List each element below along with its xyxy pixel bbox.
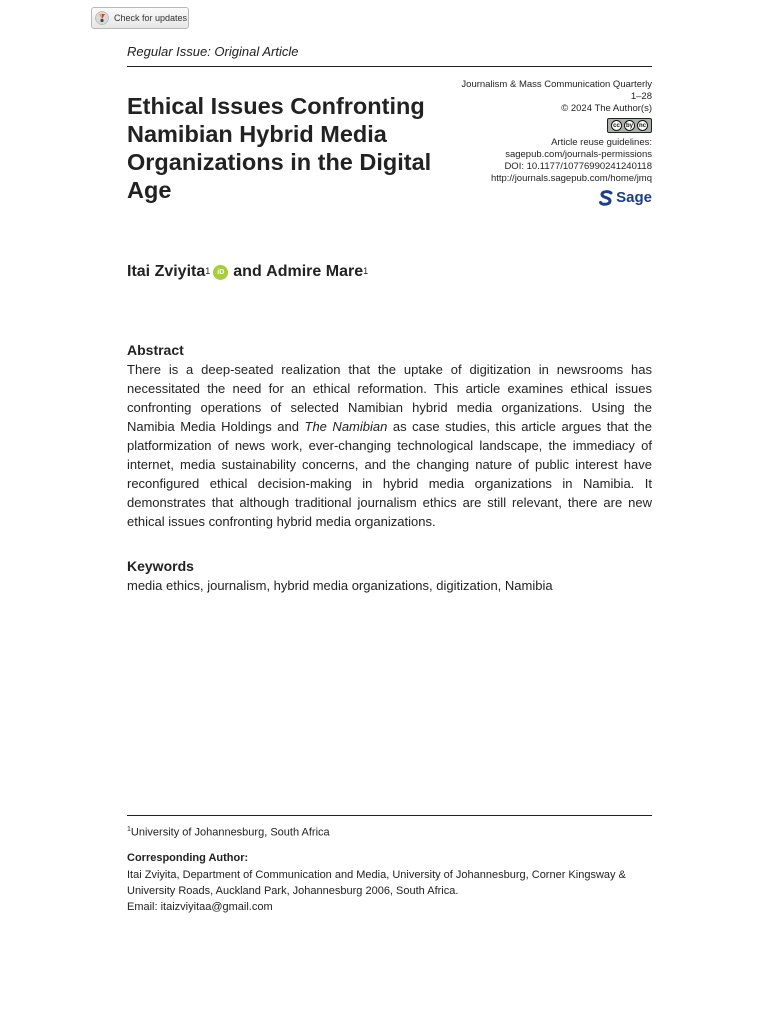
journal-name: Journalism & Mass Communication Quarterly	[461, 79, 652, 90]
copyright: © 2024 The Author(s)	[561, 103, 652, 114]
author-connector: and	[233, 263, 262, 280]
abstract-text-part: as case studies, this article argues that the platformization of news work, ever-changing technological landscape, the immediacy of internet, media sustainability concerns, and the changing nature of public interest have reconfigured ethical decision-making in hybrid media organizations in Namibia. It demonstrates that although traditional journalism ethics are still relevant, there are new ethical issues confronting hybrid media organizations.	[127, 419, 653, 529]
cc-license-badge[interactable]	[607, 118, 652, 133]
author-name: Admire Mare	[266, 263, 364, 280]
abstract-italic-title: The Namibian	[304, 419, 388, 434]
affiliation-footnote	[127, 826, 330, 839]
abstract-text	[127, 360, 652, 531]
keywords-list: media ethics, journalism, hybrid media organizations, digitization, Namibia	[127, 578, 553, 593]
nc-icon: nc	[637, 120, 648, 131]
corresponding-email[interactable]: Email: itaizviyitaa@gmail.com	[127, 901, 273, 913]
article-title: Ethical Issues Confronting Namibian Hybrid Media Organizations in the Digital Age	[127, 93, 432, 203]
corresponding-author-heading: Corresponding Author:	[127, 852, 249, 864]
sage-s-icon	[599, 190, 613, 206]
author-name: Itai Zviyita	[127, 263, 206, 280]
check-for-updates-label: Check for updates	[114, 13, 188, 23]
header-divider	[127, 66, 652, 67]
affiliation-marker: 1	[127, 826, 131, 833]
author-line	[127, 263, 368, 281]
check-for-updates-button[interactable]	[91, 7, 189, 29]
affiliation-text: University of Johannesburg, South Africa	[130, 826, 330, 839]
page-range: 1–28	[630, 91, 652, 102]
journal-meta	[392, 79, 652, 210]
footnote-divider	[127, 815, 652, 816]
journal-url[interactable]: http://journals.sagepub.com/home/jmq	[490, 173, 652, 184]
corresponding-author-details	[127, 867, 652, 915]
corresponding-address-line: University Roads, Auckland Park, Johannesburg 2006, South Africa.	[127, 885, 459, 897]
abstract-heading: Abstract	[127, 342, 184, 358]
affiliation-marker: 1	[205, 266, 211, 276]
reuse-link[interactable]: sagepub.com/journals-permissions	[505, 149, 652, 160]
cc-icon: cc	[611, 120, 622, 131]
abstract-text-part: There is a deep-seated realization that the uptake of digitization in newsrooms has necessitated the need for an ethical reformation. This article examines ethical issues confronting operations of selected Namibian hybrid media organizations. Using the Namibia Media Holdings and	[127, 362, 652, 434]
orcid-icon[interactable]: iD	[213, 265, 228, 280]
keywords-heading: Keywords	[127, 558, 194, 574]
by-icon: by	[624, 120, 635, 131]
section-label: Regular Issue: Original Article	[127, 44, 299, 59]
corresponding-address-line: Itai Zviyita, Department of Communication and Media, University of Johannesburg, Corner Kingsway &	[127, 869, 626, 881]
publisher-name: Sage	[616, 189, 652, 206]
check-for-updates-icon	[95, 11, 109, 25]
publisher-logo	[599, 190, 652, 206]
affiliation-marker: 1	[363, 266, 369, 276]
doi[interactable]: DOI: 10.1177/10776990241240118	[504, 161, 652, 172]
reuse-label: Article reuse guidelines:	[551, 137, 652, 148]
